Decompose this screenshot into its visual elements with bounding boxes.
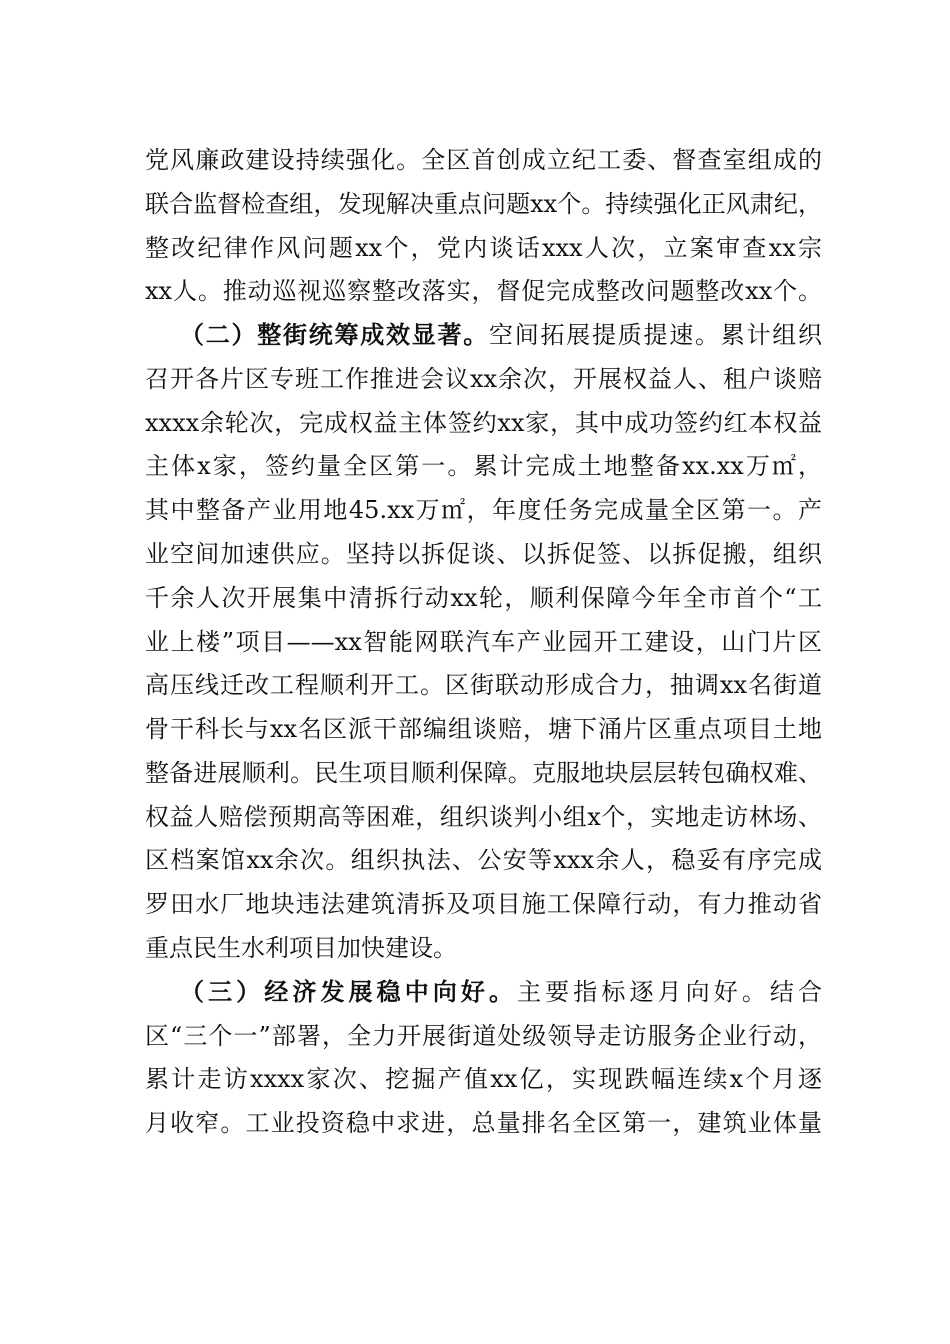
text-line: 区“三个一”部署，全力开展街道处级领导走访服务企业行动， bbox=[145, 1022, 822, 1050]
text-line: 联合监督检查组，发现解决重点问题xx个。持续强化正风肃纪， bbox=[145, 190, 822, 218]
text-line: 骨干科长与xx名区派干部编组谈赔，塘下涌片区重点项目土地 bbox=[145, 715, 822, 743]
text-line: 权益人赔偿预期高等困难，组织谈判小组x个，实地走访林场、 bbox=[145, 803, 822, 831]
section-heading-2: （二）整街统筹成效显著。 bbox=[180, 320, 489, 349]
text-line: 召开各片区专班工作推进会议xx余次，开展权益人、租户谈赔 bbox=[145, 365, 822, 393]
text-line: 业上楼”项目——xx智能网联汽车产业园开工建设，山门片区 bbox=[145, 628, 822, 656]
text-line: 业空间加速供应。坚持以拆促谈、以拆促签、以拆促搬，组织 bbox=[145, 540, 822, 568]
text-line: 千余人次开展集中清拆行动xx轮，顺利保障今年全市首个“工 bbox=[145, 584, 822, 612]
section-heading-3: （三）经济发展稳中向好。 bbox=[180, 977, 518, 1006]
text-line: 其中整备产业用地45.xx万㎡，年度任务完成量全区第一。产 bbox=[145, 496, 822, 524]
section-heading-line bbox=[180, 320, 822, 350]
text-line: 整改纪律作风问题xx个，党内谈话xxx人次，立案审查xx宗 bbox=[145, 234, 822, 262]
text-line: 整备进展顺利。民生项目顺利保障。克服地块层层转包确权难、 bbox=[145, 759, 822, 787]
text-line: xxxx余轮次，完成权益主体签约xx家，其中成功签约红本权益 bbox=[145, 409, 822, 437]
text-line: 重点民生水利项目加快建设。 bbox=[145, 934, 457, 962]
text-line: 区档案馆xx余次。组织执法、公安等xxx余人，稳妥有序完成 bbox=[145, 846, 822, 874]
text-span: 空间拓展提质提速。累计组织 bbox=[489, 321, 822, 349]
text-line: 累计走访xxxx家次、挖掘产值xx亿，实现跌幅连续x个月逐 bbox=[145, 1065, 822, 1093]
text-span: 主要指标逐月向好。结合 bbox=[517, 978, 823, 1006]
section-heading-line bbox=[180, 977, 822, 1007]
text-line: 高压线迁改工程顺利开工。区街联动形成合力，抽调xx名街道 bbox=[145, 671, 822, 699]
text-line: 罗田水厂地块违法建筑清拆及项目施工保障行动，有力推动省 bbox=[145, 890, 822, 918]
text-line: 主体x家，签约量全区第一。累计完成土地整备xx.xx万㎡， bbox=[145, 452, 822, 480]
text-line: xx人。推动巡视巡察整改落实，督促完成整改问题整改xx个。 bbox=[145, 277, 822, 305]
text-line: 月收窄。工业投资稳中求进，总量排名全区第一，建筑业体量 bbox=[145, 1109, 822, 1137]
text-line: 党风廉政建设持续强化。全区首创成立纪工委、督查室组成的 bbox=[145, 146, 822, 174]
